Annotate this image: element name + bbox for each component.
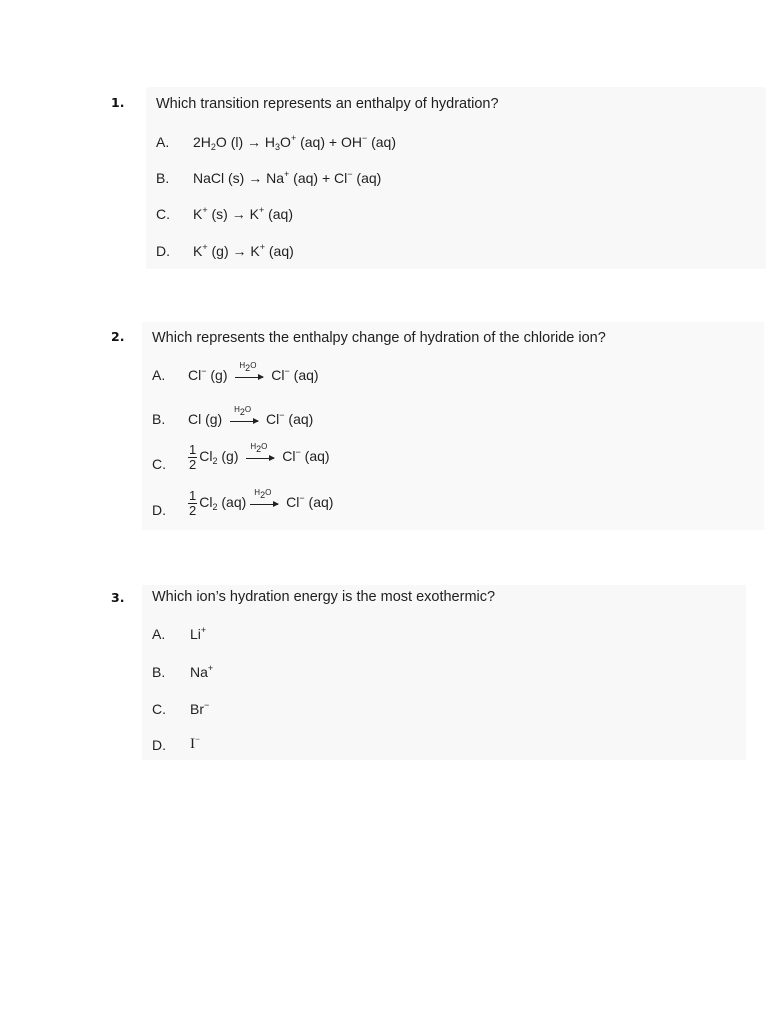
option-label[interactable]: D.	[152, 502, 166, 518]
option-label[interactable]: C.	[152, 456, 166, 472]
reaction-arrow: $H_2O$	[235, 375, 263, 378]
option-c-equation[interactable]: $\frac{1}{2}$ $Cl_2$ (g) $H_2O$ Cl− (aq)	[189, 442, 330, 472]
option-label[interactable]: C.	[156, 206, 170, 222]
option-label[interactable]: D.	[152, 737, 166, 753]
reaction-arrow: $H_2O$	[230, 419, 258, 422]
option-d-value[interactable]: I−	[190, 734, 201, 752]
option-label[interactable]: B.	[156, 170, 170, 186]
option-c-equation[interactable]: K+ (s) → K+ (aq)	[193, 205, 294, 222]
option-a-equation[interactable]: Cl− (g) $H_2O$ Cl− (aq)	[188, 360, 319, 383]
half-fraction: $\frac{1}{2}$	[189, 488, 197, 518]
question-text: Which ion’s hydration energy is the most exothermic?	[152, 589, 496, 605]
reaction-arrow: $H_2O$	[250, 502, 278, 505]
question-text: Which transition represents an enthalpy of hydration?	[156, 96, 499, 112]
option-d-equation[interactable]: $\frac{1}{2}$ $Cl_2$ (aq) $H_2O$ Cl− (aq)	[189, 488, 334, 518]
question-number: 2.	[111, 329, 125, 344]
option-label[interactable]: B.	[152, 411, 166, 427]
option-b-equation[interactable]: NaCl (s) → Na+ (aq) + Cl− (aq)	[193, 169, 382, 186]
question-block-1	[146, 87, 766, 269]
question-block-3	[142, 585, 746, 760]
question-number: 1.	[111, 95, 125, 110]
option-label[interactable]: A.	[152, 626, 166, 642]
option-label[interactable]: A.	[156, 134, 170, 150]
option-label[interactable]: C.	[152, 701, 166, 717]
half-fraction: $\frac{1}{2}$	[189, 442, 197, 472]
option-c-value[interactable]: Br−	[190, 700, 210, 717]
option-d-equation[interactable]: K+ (g) → K+ (aq)	[193, 242, 294, 259]
question-block-2	[142, 322, 764, 530]
option-b-value[interactable]: Na+	[190, 663, 214, 680]
option-b-equation[interactable]: Cl (g) $H_2O$ Cl− (aq)	[188, 404, 314, 427]
question-number: 3.	[111, 590, 125, 605]
option-label[interactable]: B.	[152, 664, 166, 680]
option-a-equation[interactable]: $2H_2O$ $(l) \to H_3O^+$ (aq) + OH− (aq)	[193, 133, 397, 152]
option-label[interactable]: D.	[156, 243, 170, 259]
question-text: Which represents the enthalpy change of hydration of the chloride ion?	[152, 330, 606, 346]
option-label[interactable]: A.	[152, 367, 166, 383]
option-a-value[interactable]: Li+	[190, 625, 207, 642]
reaction-arrow: $H_2O$	[246, 456, 274, 459]
